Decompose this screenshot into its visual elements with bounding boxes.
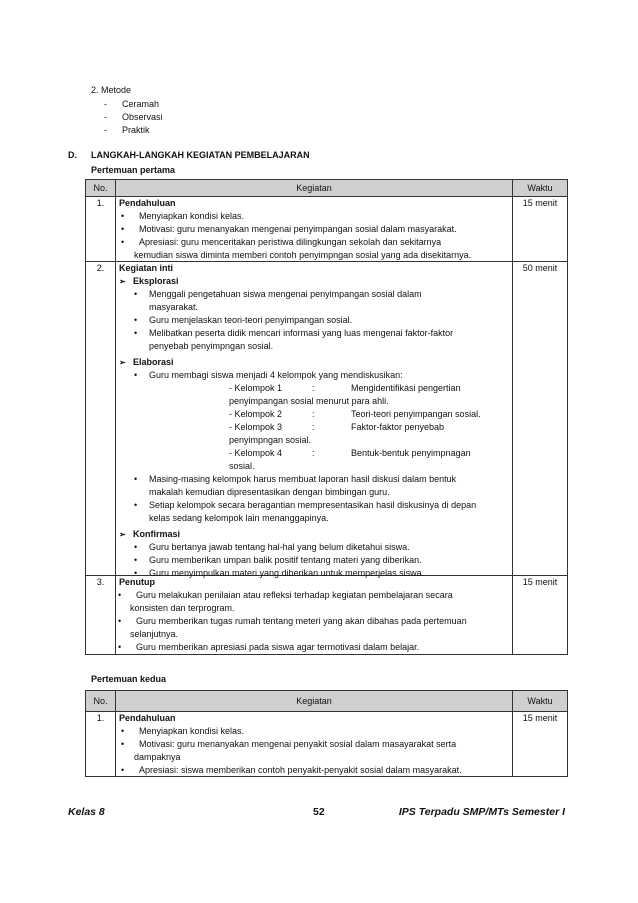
bullet-icon: • (121, 211, 125, 221)
bullet-icon: • (134, 542, 138, 552)
bullet-icon: • (134, 370, 138, 380)
row-title: Kegiatan inti (119, 263, 174, 273)
row-title: Penutup (119, 577, 155, 587)
list-item: Guru bertanya jawab tentang hal-hal yang belum diketahui siswa. (149, 542, 410, 552)
row-waktu: 15 menit (522, 577, 558, 587)
list-item: Menyiapkan kondisi kelas. (139, 726, 245, 736)
bullet-icon: • (134, 555, 138, 565)
row-waktu: 15 menit (522, 713, 558, 723)
table-row (86, 712, 568, 777)
list-item: Apresiasi: guru menceritakan peristiwa dilingkungan sekolah dan sekitarnya (139, 237, 442, 247)
bullet-icon: • (118, 590, 122, 600)
row-no: 1. (96, 198, 105, 208)
kegiatan-table-2 (85, 690, 568, 777)
bullet-icon: • (134, 315, 138, 325)
list-item-cont: penyebab penyimpngan sosial. (149, 341, 274, 351)
footer-right: IPS Terpadu SMP/MTs Semester I (398, 806, 565, 818)
table-header-row (86, 180, 568, 197)
list-item: Masing-masing kelompok harus membuat laporan hasil diskusi dalam bentuk (149, 474, 457, 484)
list-item: Motivasi: guru menanyakan mengenai penyimpangan sosial dalam masyarakat. (139, 224, 457, 234)
list-item: Guru memberikan umpan balik positif tentang materi yang diberikan. (149, 555, 422, 565)
row-title: Pendahuluan (119, 713, 176, 723)
list-item: Guru menyimpulkan materi yang diberikan untuk memperjelas siswa. (149, 568, 425, 578)
subsection-title: Eksplorasi (133, 276, 179, 286)
list-item: Guru melakukan penilaian atau refleksi terhadap kegiatan pembelajaran secara (136, 590, 453, 600)
header-no: No. (86, 180, 116, 197)
table-header-row (86, 691, 568, 712)
row-no: 2. (96, 263, 105, 273)
group-line-cont: penyimpngan sosial. (229, 435, 312, 445)
header-waktu: Waktu (513, 691, 568, 712)
bullet-icon: • (134, 500, 138, 510)
group-line-cont: penyimpangan sosial menurut para ahli. (229, 396, 389, 406)
bullet-icon: • (118, 642, 122, 652)
row-title: Pendahuluan (119, 198, 176, 208)
table-row (86, 197, 568, 262)
header-kegiatan: Kegiatan (116, 691, 513, 712)
arrow-bullet-icon: ➢ (119, 358, 126, 367)
arrow-bullet-icon: ➢ (119, 277, 126, 286)
bullet-icon: • (134, 328, 138, 338)
bullet-icon: • (134, 289, 138, 299)
list-item-cont: kelas sedang kelompok lain menanggapinya. (149, 513, 329, 523)
list-item-cont: makalah kemudian dipresentasikan dengan bimbingan guru. (149, 487, 390, 497)
list-item-cont: konsisten dan terprogram. (130, 603, 235, 613)
list-item: Guru membagi siswa menjadi 4 kelompok yang mendiskusikan: (149, 370, 403, 380)
bullet-icon: • (121, 739, 125, 749)
bullet-icon: • (121, 765, 125, 775)
row-waktu: 15 menit (522, 198, 558, 208)
page-number: 52 (313, 806, 325, 818)
pertemuan-title: Pertemuan kedua (91, 674, 167, 684)
section-title: LANGKAH-LANGKAH KEGIATAN PEMBELAJARAN (91, 150, 310, 160)
kegiatan-table-1 (85, 179, 568, 655)
header-no: No. (86, 691, 116, 712)
group-line: - Kelompok 3 : Faktor-faktor penyebab (229, 422, 445, 432)
arrow-bullet-icon: ➢ (119, 530, 126, 539)
bullet-icon: • (121, 726, 125, 736)
metode-heading: 2. Metode (91, 85, 132, 95)
list-item: Guru menjelaskan teori-teori penyimpangan sosial. (149, 315, 353, 325)
list-item-cont: dampaknya (134, 752, 181, 762)
section-label: D. (68, 150, 77, 160)
bullet-icon: • (134, 568, 138, 578)
metode-item: - Ceramah (104, 99, 160, 109)
group-line: - Kelompok 2 : Teori-teori penyimpangan sosial. (229, 409, 481, 419)
list-item: Guru memberikan apresiasi pada siswa agar termotivasi dalam belajar. (136, 642, 420, 652)
list-item: Menyiapkan kondisi kelas. (139, 211, 245, 221)
pertemuan-title: Pertemuan pertama (91, 165, 176, 175)
list-item: Menggali pengetahuan siswa mengenai penyimpangan sosial dalam (149, 289, 422, 299)
group-line-cont: sosial. (229, 461, 255, 471)
header-waktu: Waktu (513, 180, 568, 197)
row-no: 3. (96, 577, 105, 587)
list-item: Apresiasi: siswa memberikan contoh penyakit-penyakit sosial dalam masyarakat. (139, 765, 462, 775)
header-kegiatan: Kegiatan (116, 180, 513, 197)
bullet-icon: • (134, 474, 138, 484)
list-item-cont: selanjutnya. (130, 629, 179, 639)
subsection-title: Elaborasi (133, 357, 174, 367)
list-item-cont: kemudian siswa diminta memberi contoh penyimpngan sosial yang ada disekitarnya. (134, 250, 472, 260)
group-line: - Kelompok 1 : Mengidentifikasi pengertian (229, 383, 461, 393)
list-item: Setiap kelompok secara beragantian mempresentasikan hasil diskusinya di depan (149, 500, 477, 510)
list-item-cont: masyarakat. (149, 302, 199, 312)
metode-item: - Praktik (104, 125, 150, 135)
table-row (86, 262, 568, 576)
bullet-icon: • (121, 224, 125, 234)
table-row (86, 576, 568, 655)
list-item: Melibatkan peserta didik mencari informasi yang luas mengenai faktor-faktor (149, 328, 454, 338)
list-item: Motivasi: guru menanyakan mengenai penyakit sosial dalam masayarakat serta (139, 739, 457, 749)
bullet-icon: • (121, 237, 125, 247)
row-no: 1. (96, 713, 105, 723)
list-item: Guru memberikan tugas rumah tentang meteri yang akan dibahas pada pertemuan (136, 616, 467, 626)
group-line: - Kelompok 4 : Bentuk-bentuk penyimpnagan (229, 448, 471, 458)
subsection-title: Konfirmasi (133, 529, 181, 539)
bullet-icon: • (118, 616, 122, 626)
metode-item: - Observasi (104, 112, 163, 122)
footer-left: Kelas 8 (68, 806, 105, 818)
row-waktu: 50 menit (522, 263, 558, 273)
